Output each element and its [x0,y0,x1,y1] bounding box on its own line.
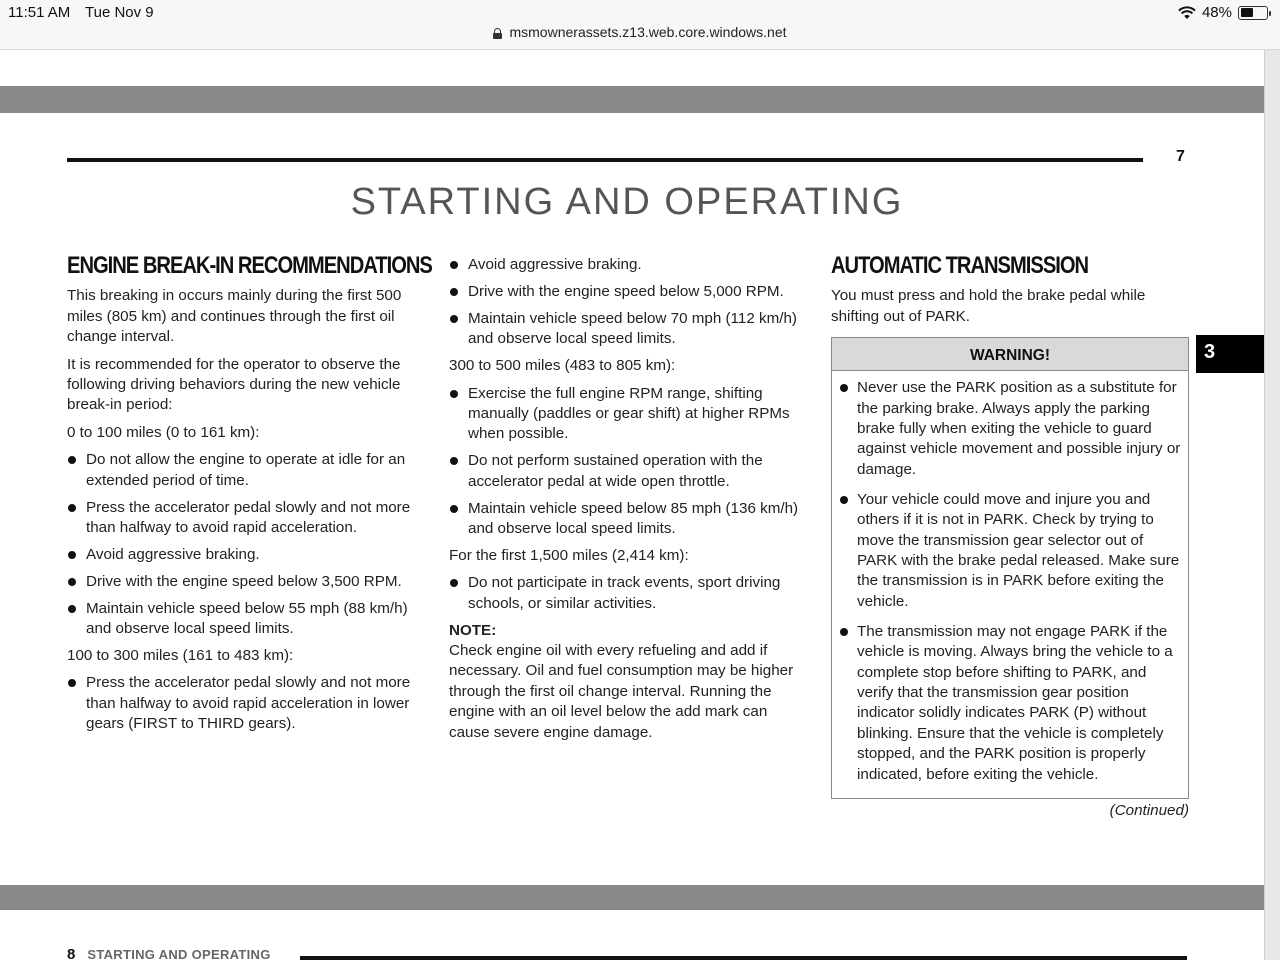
status-bar [0,0,1280,50]
breakin-intro: This breaking in occurs mainly during the first 500 miles (805 km) and continues through the first oil change interval. [67,287,402,346]
url-text[interactable]: msmownerassets.z13.web.core.windows.net [509,24,787,40]
page-number: 7 [1176,148,1185,165]
note-text: Check engine oil with every refueling and add if necessary. Oil and fuel consumption may be higher through the first oil change interval. Running the engine with an oil level below the add mark can cause severe engine damage. [449,642,794,741]
address-bar[interactable] [0,24,1280,40]
list-item: Drive with the engine speed below 3,500 RPM. [67,572,423,592]
list-item: Exercise the full engine RPM range, shifting manually (paddles or gear shift) at higher RPMs when possible. [449,384,805,445]
range-1500-label: For the first 1,500 miles (2,414 km): [449,546,689,564]
warning-title: WARNING! [832,338,1188,371]
status-indicators [1178,4,1268,21]
battery-percent: 48% [1201,4,1232,21]
status-date: Tue Nov 9 [85,4,154,21]
automatic-transmission-heading: AUTOMATIC TRANSMISSION [831,252,1089,279]
battery-icon [1238,6,1268,20]
warning-list [832,371,1188,798]
list-item: Do not perform sustained operation with the accelerator pedal at wide open throttle. [449,451,805,492]
next-page [0,910,1264,960]
header-rule [67,158,1143,162]
list-item: Avoid aggressive braking. [67,545,423,565]
range-100-300-list [67,673,423,734]
previous-page [0,50,1264,86]
range-300-500-list [449,384,805,540]
list-item: Maintain vehicle speed below 70 mph (112 km/h) and observe local speed limits. [449,309,805,350]
warning-box [831,337,1189,799]
warning-item: The transmission may not engage PARK if the vehicle is moving. Always bring the vehicle to a complete stop before shifting to PARK, and verify that the transmission gear position indicator solidly indicates PARK (P) without blinking. Ensure that the vehicle is completely stopped, and the PARK position is properly indicated, before exiting the vehicle. [838,622,1184,785]
status-time: 11:51 AM [8,4,71,21]
engine-breakin-heading: ENGINE BREAK-IN RECOMMENDATIONS [67,252,432,279]
battery-level [1241,8,1253,17]
range-300-500-label: 300 to 500 miles (483 to 805 km): [449,357,676,375]
warning-item: Your vehicle could move and injure you and others if it is not in PARK. Check by trying to move the transmission gear selector out of PARK with the brake pedal released. Make sure the transmission is in PARK before exiting the vehicle. [838,490,1184,612]
lock-icon [493,28,502,39]
list-item: Press the accelerator pedal slowly and not more than halfway to avoid rapid acceleration. [67,498,423,539]
list-item: Do not participate in track events, sport driving schools, or similar activities. [449,573,805,614]
chapter-tab: 3 [1196,335,1264,373]
list-item: Avoid aggressive braking. [449,255,805,275]
range-1500-list [449,573,805,614]
page-gap-top [0,86,1264,113]
list-item: Maintain vehicle speed below 85 mph (136 km/h) and observe local speed limits. [449,499,805,540]
breakin-recommendation: It is recommended for the operator to observe the following driving behaviors during the new vehicle break-in period: [67,355,401,414]
transmission-intro: You must press and hold the brake pedal while shifting out of PARK. [831,287,1146,325]
page-gap-bottom [0,885,1264,910]
list-item: Drive with the engine speed below 5,000 RPM. [449,282,805,302]
column-3 [831,252,1189,822]
range-100-300-label: 100 to 300 miles (161 to 483 km): [67,647,294,664]
list-item: Do not allow the engine to operate at idle for an extended period of time. [67,450,423,491]
continued-label: (Continued) [1109,802,1189,820]
manual-page [0,113,1264,885]
warning-item: Never use the PARK position as a substitute for the parking brake. Always apply the parking brake fully when exiting the vehicle to guard against vehicle movement and possible injury or damage. [838,378,1184,480]
next-page-title: STARTING AND OPERATING [87,947,271,960]
list-item: Press the accelerator pedal slowly and not more than halfway to avoid rapid acceleration in lower gears (FIRST to THIRD gears). [67,673,423,734]
column-1 [67,252,432,741]
scrollbar-track[interactable] [1264,50,1280,960]
range-100-300-list-continued [449,255,805,350]
range-0-100-label: 0 to 100 miles (0 to 161 km): [67,423,260,441]
column-2 [449,255,805,750]
wifi-icon [1178,6,1196,20]
next-page-header [67,946,271,960]
range-0-100-list [67,450,423,639]
note-label: NOTE: [449,621,497,639]
section-title: STARTING AND OPERATING [350,181,904,223]
next-page-rule [300,956,1187,960]
next-page-number: 8 [67,946,76,960]
list-item: Maintain vehicle speed below 55 mph (88 km/h) and observe local speed limits. [67,599,423,640]
